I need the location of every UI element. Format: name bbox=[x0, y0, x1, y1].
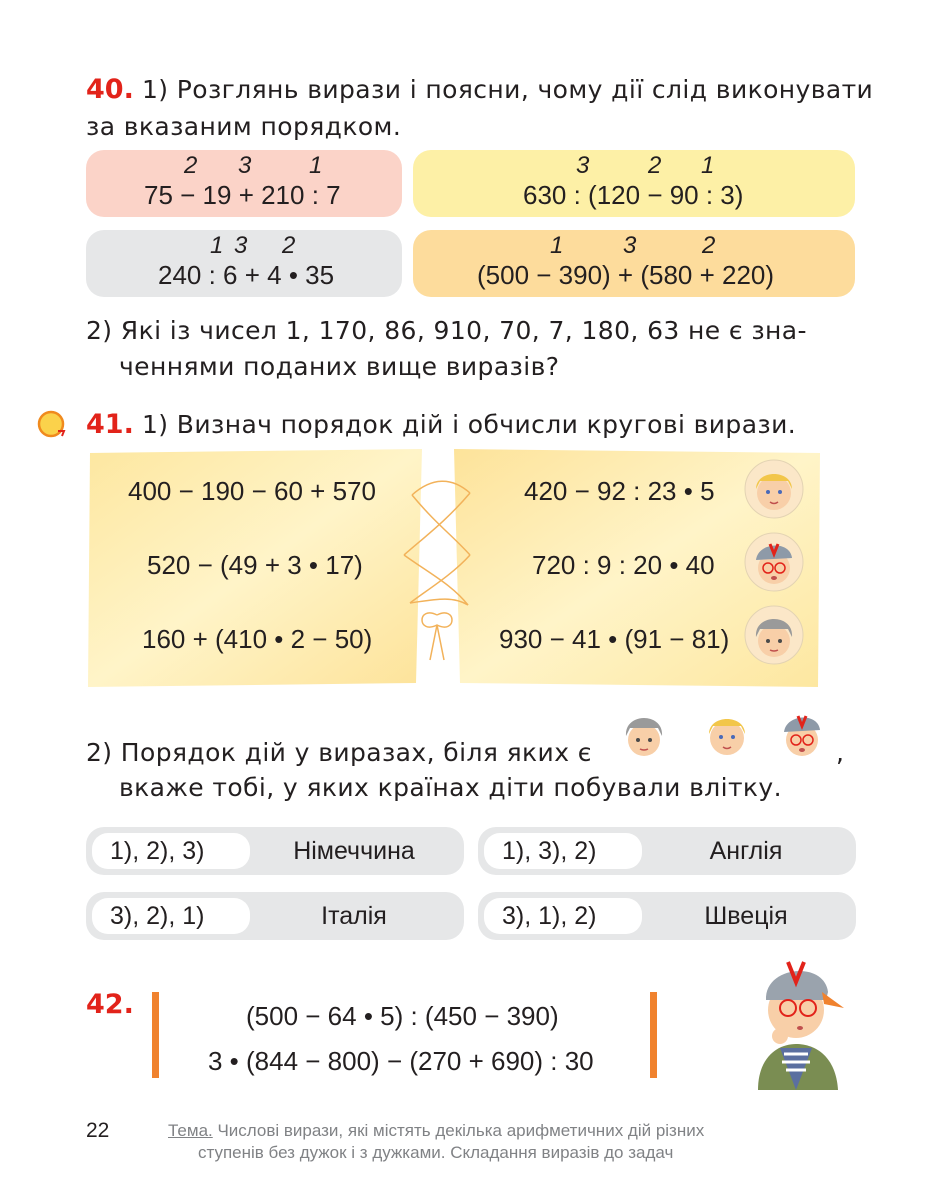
task-40-part1-line2: за вказаним порядком. bbox=[86, 112, 402, 141]
order-number: 1 bbox=[309, 152, 323, 179]
order-number: 2 bbox=[648, 152, 662, 179]
answer-country: Італія bbox=[321, 902, 387, 930]
task-40-part2-line1: 2) Які із чисел 1, 170, 86, 910, 70, 7, 180, 63 не є зна- bbox=[86, 316, 807, 345]
answer-country: Швеція bbox=[704, 902, 788, 930]
order-number: 3 bbox=[234, 232, 248, 259]
order-number: 3 bbox=[238, 152, 252, 179]
right-expression-2: 720 : 9 : 20 • 40 bbox=[532, 550, 715, 580]
task-41-part1: 1) Визнач порядок дій і обчисли кругові вирази. bbox=[142, 410, 797, 439]
answer-order: 3), 2), 1) bbox=[92, 898, 250, 934]
answer-order: 1), 2), 3) bbox=[92, 833, 250, 869]
expression-box-1 bbox=[86, 150, 402, 217]
expression-box-3 bbox=[86, 230, 402, 297]
topic-label: Тема. bbox=[168, 1121, 213, 1140]
order-number: 3 bbox=[576, 152, 590, 179]
circle-task-icon bbox=[36, 409, 66, 439]
topic-line1: Числові вирази, які містять декілька арифметичних дій різних bbox=[212, 1121, 705, 1140]
order-number: 3 bbox=[623, 232, 637, 259]
ribbon-decoration bbox=[392, 475, 482, 665]
answer-country: Англія bbox=[709, 837, 783, 865]
grandma-face-icon bbox=[614, 704, 674, 764]
page-number: 22 bbox=[86, 1119, 110, 1142]
task-42-expression-1: (500 − 64 • 5) : (450 − 390) bbox=[246, 1001, 559, 1031]
expression-text: 630 : (120 − 90 : 3) bbox=[523, 180, 744, 210]
expression-box-4 bbox=[413, 230, 855, 297]
right-expression-3: 930 − 41 • (91 − 81) bbox=[499, 624, 730, 654]
boy-cap-face-icon bbox=[772, 704, 832, 764]
left-expression-1: 400 − 190 − 60 + 570 bbox=[128, 476, 376, 506]
topic-line2: ступенів без дужок і з дужками. Складання виразів до задач bbox=[198, 1143, 674, 1162]
answer-option bbox=[478, 827, 856, 875]
order-number: 1 bbox=[701, 152, 715, 179]
left-expression-2: 520 − (49 + 3 • 17) bbox=[147, 550, 363, 580]
order-number: 2 bbox=[184, 152, 198, 179]
order-number: 2 bbox=[282, 232, 296, 259]
answer-order: 1), 3), 2) bbox=[484, 833, 642, 869]
expression-text: (500 − 390) + (580 + 220) bbox=[477, 260, 775, 290]
order-number: 1 bbox=[210, 232, 224, 259]
boy-cap-face-icon bbox=[744, 532, 804, 592]
answer-country: Німеччина bbox=[293, 837, 415, 865]
comma: , bbox=[836, 738, 845, 767]
answer-option bbox=[86, 827, 464, 875]
task-42-number: 42. bbox=[86, 989, 134, 1020]
answer-option bbox=[86, 892, 464, 940]
task-42-expression-2: 3 • (844 − 800) − (270 + 690) : 30 bbox=[208, 1046, 594, 1076]
task-40-part1-line1: 1) Розглянь вирази і поясни, чому дії слід виконувати bbox=[142, 75, 874, 104]
expression-text: 240 : 6 + 4 • 35 bbox=[158, 260, 335, 290]
grandma-face-icon bbox=[744, 605, 804, 665]
girl-face-icon bbox=[697, 704, 757, 764]
task-41-number: 41. bbox=[86, 409, 134, 440]
expression-box-2 bbox=[413, 150, 855, 217]
task-40-part2-line2: ченнями поданих вище виразів? bbox=[119, 352, 560, 381]
orange-bar-left bbox=[152, 992, 159, 1078]
answer-order: 3), 1), 2) bbox=[484, 898, 642, 934]
task-41-part2-line2: вкаже тобі, у яких країнах діти побували влітку. bbox=[119, 773, 782, 802]
girl-face-icon bbox=[744, 459, 804, 519]
order-number: 1 bbox=[550, 232, 564, 259]
footer-topic bbox=[168, 1120, 808, 1164]
task-41-part2-line1: 2) Порядок дій у виразах, біля яких є bbox=[86, 738, 592, 767]
answer-option bbox=[478, 892, 856, 940]
task-40-number: 40. bbox=[86, 74, 134, 105]
order-number: 2 bbox=[702, 232, 716, 259]
expression-text: 75 − 19 + 210 : 7 bbox=[144, 180, 341, 210]
orange-bar-right bbox=[650, 992, 657, 1078]
right-expression-1: 420 − 92 : 23 • 5 bbox=[524, 476, 715, 506]
boy-thinking-illustration bbox=[738, 952, 848, 1090]
left-expression-3: 160 + (410 • 2 − 50) bbox=[142, 624, 373, 654]
